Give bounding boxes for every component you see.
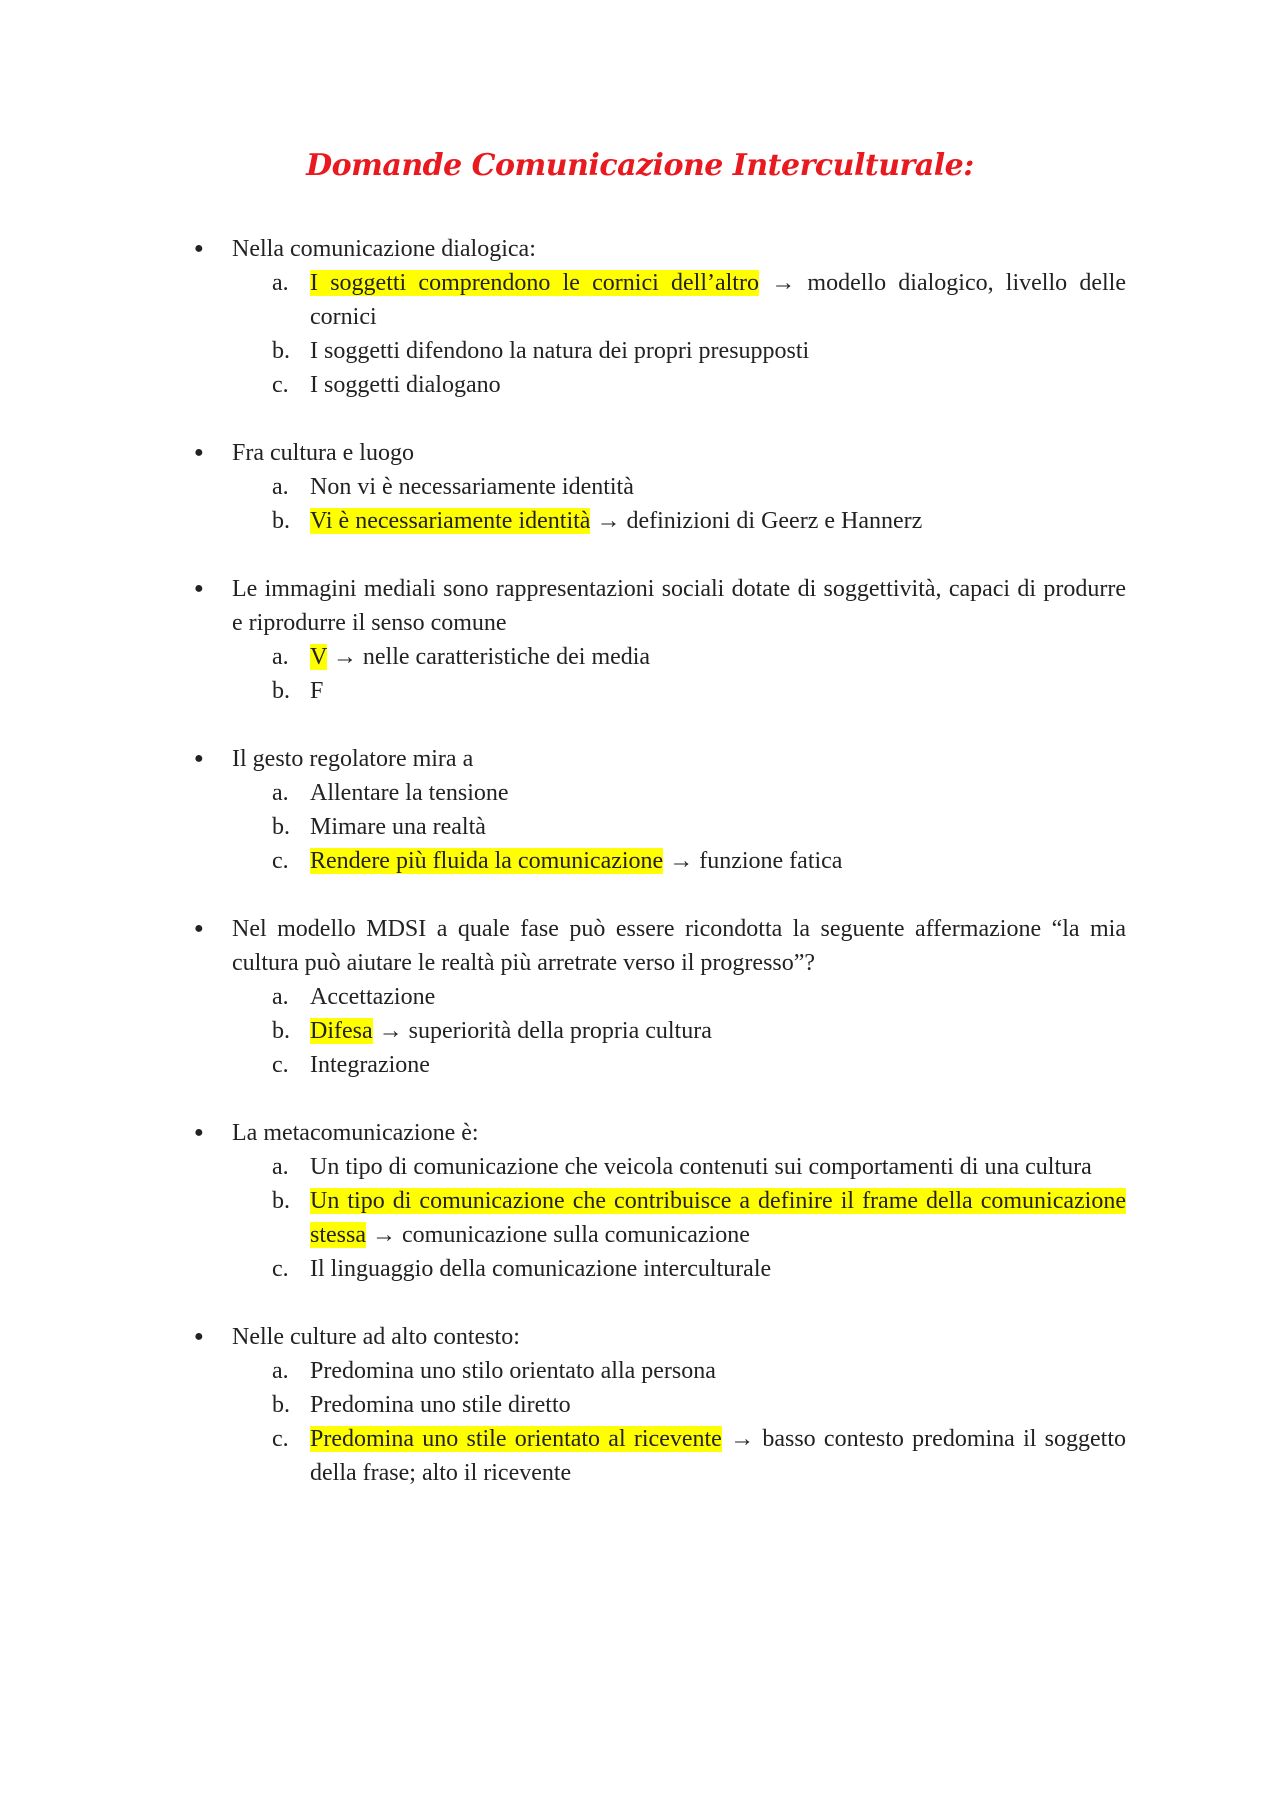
option-item: [272, 640, 1126, 674]
option-item: [272, 334, 1126, 368]
option-item: [272, 776, 1126, 810]
option-text: Integrazione: [310, 1052, 430, 1078]
option-item: [272, 368, 1126, 402]
option-text: Accettazione: [310, 984, 436, 1010]
option-text: Predomina uno stilo orientato alla persona: [310, 1358, 716, 1384]
option-list: [0, 266, 1280, 402]
option-letter: c.: [272, 848, 289, 874]
answer-note: → basso contesto predomina il soggetto della frase; alto il ricevente: [310, 1426, 1126, 1486]
option-item: [272, 1422, 1126, 1490]
question-text: Le immagini mediali sono rappresentazioni sociali dotate di soggettività, capaci di produrre e riprodurre il senso comune: [232, 576, 1126, 636]
option-letter: a.: [272, 474, 289, 500]
option-text: I soggetti difendono la natura dei propri presupposti: [310, 338, 810, 364]
option-text: Allentare la tensione: [310, 780, 509, 806]
highlighted-answer: Vi è necessariamente identità: [310, 508, 591, 534]
answer-note: → superiorità della propria cultura: [372, 1018, 712, 1044]
option-text: Non vi è necessariamente identità: [310, 474, 634, 500]
answer-note: → modello dialogico, livello delle cornici: [310, 270, 1126, 330]
question-text: Il gesto regolatore mira a: [232, 746, 474, 772]
option-letter: c.: [272, 1256, 289, 1282]
answer-note: → definizioni di Geerz e Hannerz: [590, 508, 923, 534]
answer-note: → nelle caratteristiche dei media: [326, 644, 651, 670]
highlighted-answer: I soggetti comprendono le cornici dell’altro: [310, 270, 759, 296]
option-item: [272, 1354, 1126, 1388]
bullet-icon: ●: [194, 580, 204, 597]
option-list: [0, 1354, 1280, 1490]
option-text: Predomina uno stile diretto: [310, 1392, 571, 1418]
bullet-icon: ●: [194, 444, 204, 461]
option-letter: b.: [272, 338, 290, 364]
question-item: [0, 1116, 1280, 1286]
option-letter: c.: [272, 1426, 289, 1452]
question-text: Nel modello MDSI a quale fase può essere ricondotta la seguente affermazione “la mia cultura può aiutare le realtà più arretrate verso il progresso”?: [232, 916, 1126, 976]
question-item: [0, 572, 1280, 708]
option-text: Un tipo di comunicazione che veicola contenuti sui comportamenti di una cultura: [310, 1154, 1092, 1180]
option-item: [272, 674, 1126, 708]
highlighted-answer: Rendere più fluida la comunicazione: [310, 848, 664, 874]
question-item: [0, 436, 1280, 538]
option-item: [272, 1184, 1126, 1252]
option-letter: b.: [272, 508, 290, 534]
question-text: Nelle culture ad alto contesto:: [232, 1324, 520, 1350]
option-list: [0, 470, 1280, 538]
bullet-icon: ●: [194, 750, 204, 767]
answer-note: → funzione fatica: [663, 848, 843, 874]
option-text: Mimare una realtà: [310, 814, 486, 840]
option-item: [272, 470, 1126, 504]
option-list: [0, 776, 1280, 878]
option-item: [272, 1252, 1126, 1286]
option-item: [272, 810, 1126, 844]
option-item: [272, 844, 1126, 878]
document-title: Domande Comunicazione Interculturale:: [306, 148, 974, 183]
option-letter: a.: [272, 1154, 289, 1180]
option-item: [272, 266, 1126, 334]
question-item: [0, 912, 1280, 1082]
option-letter: b.: [272, 1392, 290, 1418]
question-item: [0, 1320, 1280, 1490]
question-item: [0, 232, 1280, 402]
option-item: [272, 1388, 1126, 1422]
question-list: [0, 232, 1280, 1524]
option-letter: b.: [272, 814, 290, 840]
highlighted-answer: Difesa: [310, 1018, 373, 1044]
option-item: [272, 1150, 1126, 1184]
option-letter: a.: [272, 270, 289, 296]
option-list: [0, 1150, 1280, 1286]
option-text: Il linguaggio della comunicazione interculturale: [310, 1256, 772, 1282]
question-text: Fra cultura e luogo: [232, 440, 414, 466]
option-letter: b.: [272, 1188, 290, 1214]
question-item: [0, 742, 1280, 878]
option-list: [0, 980, 1280, 1082]
option-letter: a.: [272, 644, 289, 670]
highlighted-answer: Un tipo di comunicazione che contribuisce a definire il frame della comunicazione stessa: [310, 1188, 1126, 1248]
bullet-icon: ●: [194, 240, 204, 257]
bullet-icon: ●: [194, 920, 204, 937]
question-text: La metacomunicazione è:: [232, 1120, 479, 1146]
option-list: [0, 640, 1280, 708]
option-letter: a.: [272, 984, 289, 1010]
option-letter: a.: [272, 1358, 289, 1384]
answer-note: → comunicazione sulla comunicazione: [366, 1222, 750, 1248]
question-text: Nella comunicazione dialogica:: [232, 236, 536, 262]
option-letter: c.: [272, 372, 289, 398]
bullet-icon: ●: [194, 1328, 204, 1345]
option-letter: b.: [272, 1018, 290, 1044]
option-item: [272, 504, 1126, 538]
option-item: [272, 980, 1126, 1014]
bullet-icon: ●: [194, 1124, 204, 1141]
option-letter: c.: [272, 1052, 289, 1078]
option-item: [272, 1048, 1126, 1082]
option-item: [272, 1014, 1126, 1048]
option-letter: a.: [272, 780, 289, 806]
option-text: F: [310, 678, 324, 704]
option-letter: b.: [272, 678, 290, 704]
option-text: I soggetti dialogano: [310, 372, 501, 398]
highlighted-answer: Predomina uno stile orientato al ricevente: [310, 1426, 722, 1452]
highlighted-answer: V: [310, 644, 327, 670]
